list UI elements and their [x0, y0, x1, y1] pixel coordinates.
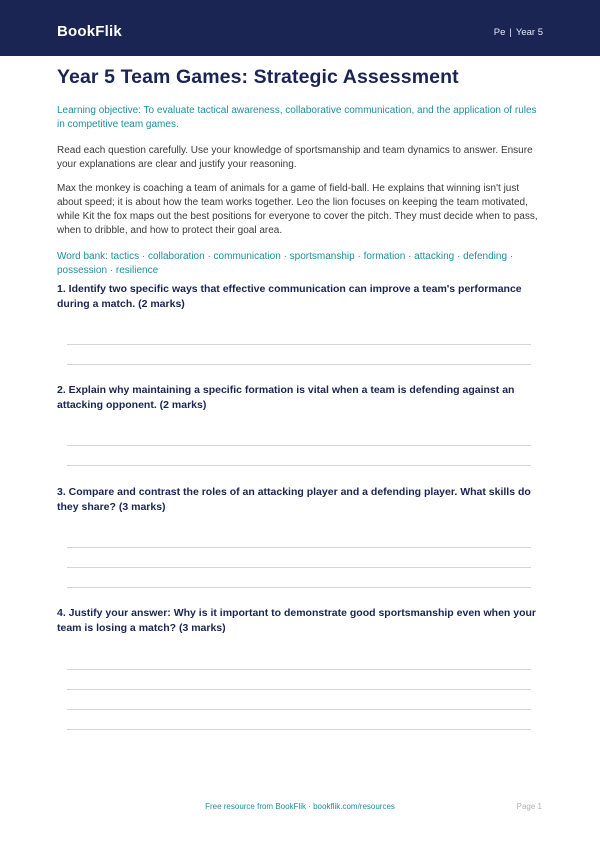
answer-line[interactable] — [67, 729, 531, 730]
answer-line[interactable] — [67, 547, 531, 548]
separator: | — [509, 27, 512, 38]
learning-objective: Learning objective: To evaluate tactical awareness, collaborative communication, and the application of rules in competitive team games. — [57, 105, 537, 130]
answer-line[interactable] — [67, 587, 531, 588]
year-label: Year 5 — [515, 27, 543, 38]
story-passage: Max the monkey is coaching a team of animals for a game of field-ball. He explains that winning isn't just about speed; it is about how the team works together. Leo the lion focuses on keeping the team motivated, while Kit the fox maps out the best positions for everyone to cover the pitch. They must decide when to pass, when to dribble, and how to protect their goal area. — [57, 183, 538, 236]
question-4-text: 4. Justify your answer: Why is it important to demonstrate good sportsmanship even when your team is losing a match? (3 marks) — [57, 607, 536, 634]
question-1 — [57, 282, 543, 312]
page-number: Page 1 — [516, 802, 542, 811]
answer-line[interactable] — [67, 669, 531, 670]
answer-line[interactable] — [67, 445, 531, 446]
subject-label: Pe — [493, 27, 506, 38]
word-bank: Word bank: tactics · collaboration · communication · sportsmanship · formation · attacking · defending · possession · resilience — [57, 251, 514, 276]
question-2 — [57, 383, 543, 413]
instructions: Read each question carefully. Use your knowledge of sportsmanship and team dynamics to answer. Ensure your explanations are clear and justify your reasoning. — [57, 145, 533, 170]
footer-credit-link[interactable]: Free resource from BookFlik · bookflik.com/resources — [205, 802, 395, 811]
answer-line[interactable] — [67, 689, 531, 690]
question-3-text: 3. Compare and contrast the roles of an attacking player and a defending player. What skills do they share? (3 marks) — [57, 486, 531, 513]
answer-line[interactable] — [67, 567, 531, 568]
question-2-text: 2. Explain why maintaining a specific formation is vital when a team is defending against an attacking opponent. (2 marks) — [57, 384, 515, 411]
subject-year-label — [494, 26, 543, 40]
answer-line[interactable] — [67, 709, 531, 710]
answer-line[interactable] — [67, 364, 531, 365]
answer-line[interactable] — [67, 465, 531, 466]
question-3 — [57, 485, 543, 515]
question-1-text: 1. Identify two specific ways that effective communication can improve a team's performance during a match. (2 marks) — [57, 283, 522, 310]
page-title: Year 5 Team Games: Strategic Assessment — [57, 66, 459, 88]
brand-logo[interactable]: BookFlik — [57, 23, 122, 40]
answer-line[interactable] — [67, 344, 531, 345]
worksheet-intro — [57, 64, 543, 278]
header-bar — [0, 0, 600, 56]
question-4 — [57, 606, 543, 636]
